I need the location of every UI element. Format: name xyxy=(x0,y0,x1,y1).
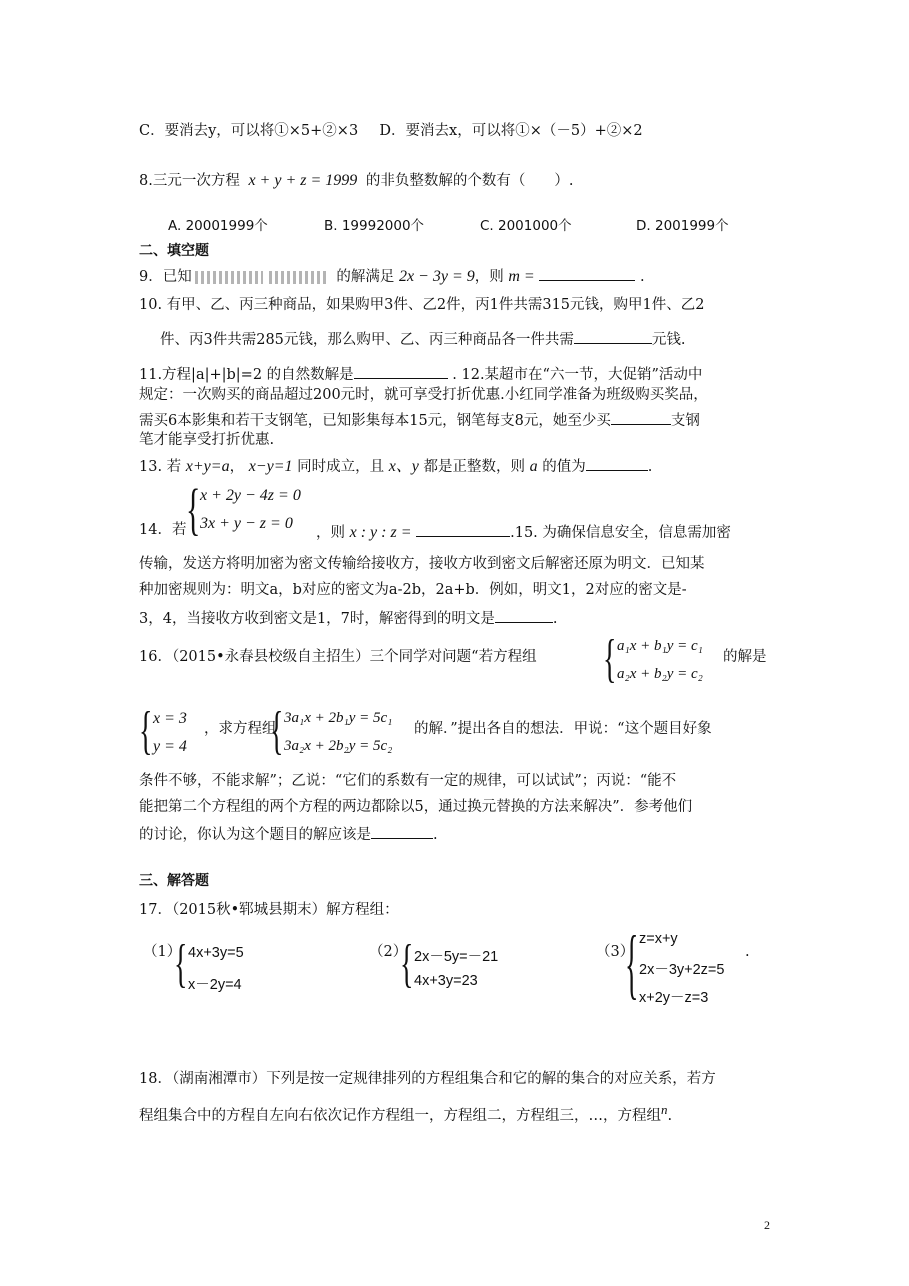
q16-system-1 xyxy=(603,630,723,692)
q14-brace: { xyxy=(186,479,201,542)
q11-answer-blank[interactable] xyxy=(354,364,448,379)
q18-line2-prefix: 程组集合中的方程自左向右依次记作方程组一，方程组二，方程组三，…，方程组 xyxy=(139,1107,661,1124)
q16-mid: ，求方程组 xyxy=(204,721,277,737)
q18-line2-suffix: . xyxy=(667,1107,673,1124)
q17-p3-eq2: 2x－3y+2z=5 xyxy=(639,962,725,978)
q13-stem: 13. 若 x+y=a， x−y=1 同时成立，且 x、y 都是正整数，则 a 的值为 . xyxy=(139,458,653,475)
q12-answer-blank[interactable] xyxy=(611,410,671,425)
q17-p3-brace: { xyxy=(625,922,639,1010)
q7-option-c: C．要消去y，可以将①×5+②×3 xyxy=(139,123,359,139)
q14-mid: ，则 xyxy=(316,525,345,541)
q15-line3: 种加密规则为：明文a，b对应的密文为a-2b，2a+b．例如，明文1，2对应的密文是- xyxy=(139,582,687,598)
q8-equation: x + y + z = 1999 xyxy=(248,172,358,189)
q17-p1-brace: { xyxy=(174,935,188,995)
q17-p3-label: （3） xyxy=(596,944,635,960)
q16-system-2-brace: { xyxy=(270,702,284,762)
q17-p3-system xyxy=(625,922,765,1010)
q16-line2-suffix: 的解．”提出各自的想法．甲说：“这个题目好象 xyxy=(414,721,712,737)
q13-vars: x、y xyxy=(388,458,419,475)
q9-blurred-system xyxy=(195,271,263,284)
q10-line2-prefix: 件、丙3件共需285元钱，那么购甲、乙、丙三种商品各一件共需 xyxy=(160,332,574,348)
q14-ratio: x : y : z = xyxy=(349,524,412,541)
q8-prefix: 8.三元一次方程 xyxy=(139,173,240,189)
q13-mid: 同时成立，且 xyxy=(297,459,385,475)
q12-line3-suffix: 支钢 xyxy=(670,413,700,429)
q14-answer-blank[interactable] xyxy=(416,522,510,537)
q15-start: .15. 为确保信息安全，信息需加密 xyxy=(510,525,731,541)
q16-system-1-brace: { xyxy=(603,630,617,690)
q17-p1-system xyxy=(174,935,284,995)
q17-p2-label: （2） xyxy=(369,944,408,960)
q17-p3-eq3: x+2y－z=3 xyxy=(639,990,709,1006)
q16-sys1-suffix: 的解是 xyxy=(723,649,767,665)
q11-prefix: 11.方程|a|+|b|=2 的自然数解是 xyxy=(139,367,354,383)
q16-system-2-eq2: 3a₂x + 2b₂y = 5c₂ xyxy=(284,738,393,754)
q16-answer-blank[interactable] xyxy=(371,824,433,839)
q14-eq1: x + 2y − 4z = 0 xyxy=(200,487,301,504)
q13-a: a xyxy=(529,458,538,475)
q8-option-c: C. 2001000个 xyxy=(480,218,572,234)
q12-start: . 12.某超市在“六一节，大促销”活动中 xyxy=(452,367,703,383)
q16-solution xyxy=(139,702,199,764)
q11-line1 xyxy=(139,364,702,384)
section-fill-in-title: 二、填空题 xyxy=(139,243,209,259)
q18-n: n xyxy=(661,1102,668,1117)
q16-system-2 xyxy=(270,702,415,764)
q9-stem xyxy=(139,266,645,286)
q18-line1: 18．（湖南湘潭市）下列是按一定规律排列的方程组集合和它的解的集合的对应关系，若方 xyxy=(139,1071,716,1087)
q7-options xyxy=(139,123,643,140)
q9-prefix: 9．已知 xyxy=(139,269,192,285)
q16-system-2-eq1: 3a₁x + 2b₁y = 5c₁ xyxy=(284,710,393,726)
q10-line2 xyxy=(160,329,686,349)
q13-sep: ， xyxy=(229,459,245,475)
q10-line2-suffix: 元钱. xyxy=(651,332,686,348)
page-number: 2 xyxy=(764,1218,770,1232)
q12-line3 xyxy=(139,410,700,430)
q15-line4-prefix: 3，4，当接收方收到密文是1，7时，解密得到的明文是 xyxy=(139,611,495,627)
q8-stem xyxy=(139,171,574,190)
q8-option-b: B. 19992000个 xyxy=(324,218,425,234)
section-solve-title: 三、解答题 xyxy=(139,873,209,889)
q12-line2: 规定：一次购买的商品超过200元时，就可享受打折优惠.小红同学准备为班级购买奖品， xyxy=(139,387,708,403)
q16-system-1-eq1: a₁x + b₁y = c₁ xyxy=(617,638,703,654)
q14-eq2: 3x + y − z = 0 xyxy=(200,515,293,532)
q17-p2-system xyxy=(400,935,540,995)
q17-p1-eq2: x－2y=4 xyxy=(188,977,242,993)
q16-line1: 16．（2015•永春县校级自主招生）三个同学对问题“若方程组 xyxy=(139,649,537,665)
q17-p3-eq1: z=x+y xyxy=(639,931,678,947)
q9-suffix: ，则 xyxy=(474,269,504,285)
q14-rest xyxy=(316,522,731,542)
q13-suffix: 的值为 xyxy=(542,459,586,475)
q17-p2-eq2: 4x+3y=23 xyxy=(414,973,478,989)
q10-line1: 10. 有甲、乙、丙三种商品，如果购甲3件、乙2件，丙1件共需315元钱，购甲1件、乙2 xyxy=(139,297,705,313)
q9-end: . xyxy=(639,269,645,285)
q17-p2-brace: { xyxy=(400,935,414,995)
q13-prefix: 13. 若 xyxy=(139,459,182,475)
q9-answer-blank[interactable] xyxy=(539,266,635,281)
q16-system-1-eq2: a₂x + b₂y = c₂ xyxy=(617,666,703,682)
q17-p1-eq1: 4x+3y=5 xyxy=(188,945,244,961)
q17-p1-label: （1） xyxy=(143,944,182,960)
q16-line3: 条件不够，不能求解”；乙说：“它们的系数有一定的规律，可以试试”；丙说：“能不 xyxy=(139,773,677,789)
q7-option-d: D．要消去x，可以将①×（－5）+②×2 xyxy=(379,123,643,139)
q15-line2: 传输，发送方将明加密为密文传输给接收方，接收方收到密文后解密还原为明文．已知某 xyxy=(139,556,705,572)
q8-suffix: 的非负整数解的个数有（ ）. xyxy=(365,173,574,189)
q9-var: m = xyxy=(508,268,535,285)
q14-prefix: 14．若 xyxy=(139,522,187,538)
q9-middle: 的解满足 xyxy=(336,269,395,285)
q10-answer-blank[interactable] xyxy=(574,329,652,344)
q16-solution-eq2: y = 4 xyxy=(153,738,187,755)
q17-intro: 17．（2015秋•郓城县期末）解方程组： xyxy=(139,902,399,918)
q18-line2 xyxy=(139,1102,672,1125)
q16-solution-eq1: x = 3 xyxy=(153,710,187,727)
q16-line4: 能把第二个方程组的两个方程的两边都除以5，通过换元替换的方法来解决”．参考他们 xyxy=(139,799,693,815)
q17-p3-end: . xyxy=(745,944,750,960)
q15-line4: 3，4，当接收方收到密文是1，7时，解密得到的明文是 . xyxy=(139,608,558,628)
q13-eq2: x−y=1 xyxy=(248,458,293,475)
q12-line3-prefix: 需买6本影集和若干支钢笔，已知影集每本15元，钢笔每支8元，她至少买 xyxy=(139,413,611,429)
q16-solution-brace: { xyxy=(139,702,153,762)
q9-blurred-system-2 xyxy=(269,271,329,284)
q13-mid2: 都是正整数，则 xyxy=(423,459,526,475)
q8-option-d: D. 2001999个 xyxy=(636,218,729,234)
q8-option-a: A. 20001999个 xyxy=(168,218,268,234)
q9-equation: 2x − 3y = 9 xyxy=(398,268,475,285)
q17-p2-eq1: 2x－5y=－21 xyxy=(414,949,499,965)
q12-line4: 笔才能享受打折优惠. xyxy=(139,432,275,448)
q13-eq1: x+y=a xyxy=(185,458,230,475)
q13-answer-blank[interactable] xyxy=(586,456,648,471)
q15-answer-blank[interactable] xyxy=(495,608,553,623)
q16-line5-prefix: 的讨论，你认为这个题目的解应该是 xyxy=(139,827,371,843)
q16-line5: 的讨论，你认为这个题目的解应该是 . xyxy=(139,824,438,844)
